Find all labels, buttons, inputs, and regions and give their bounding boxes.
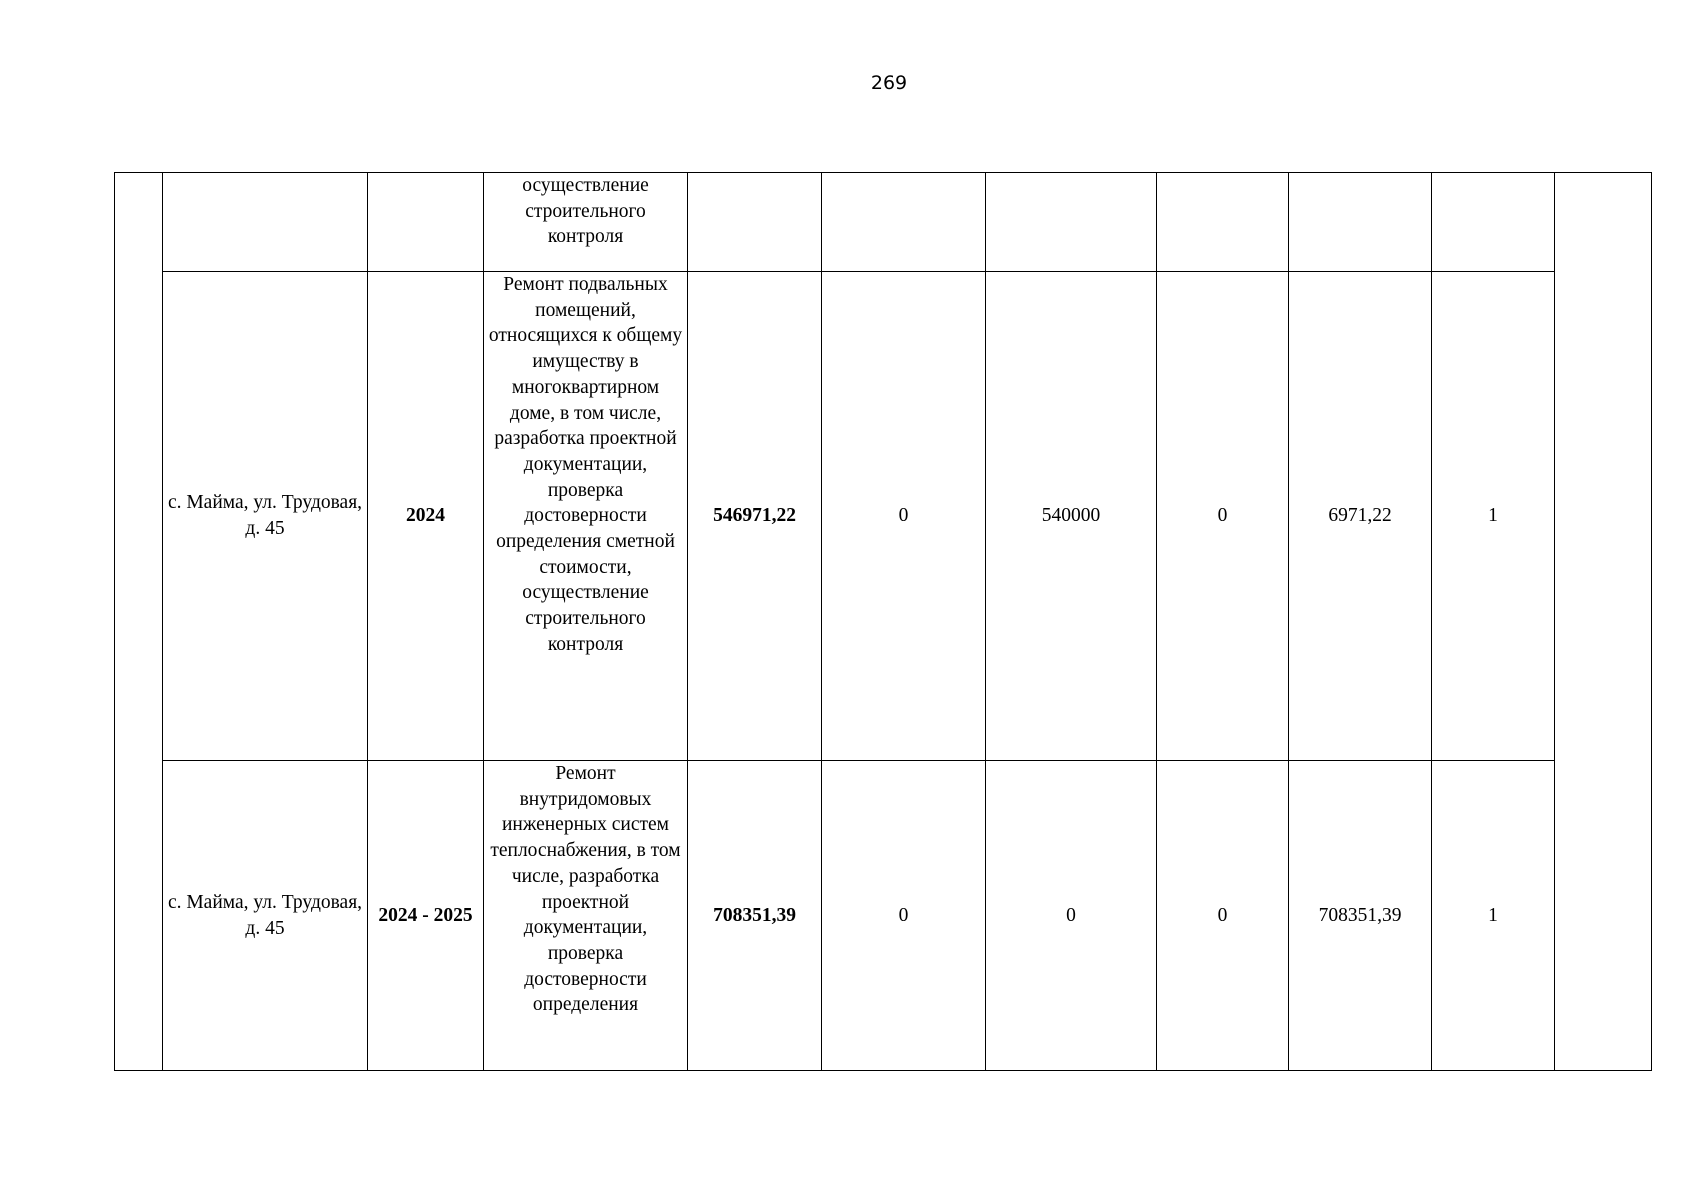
total-cost-cell bbox=[688, 173, 822, 272]
work-description-line-2: строительного bbox=[525, 200, 646, 222]
page-number: 269 bbox=[870, 72, 908, 94]
amount-cell-1 bbox=[822, 173, 986, 272]
trailing-cell bbox=[1555, 173, 1652, 1071]
amount-cell-4: 708351,39 bbox=[1289, 761, 1432, 1071]
year-cell bbox=[368, 173, 484, 272]
total-cost-cell: 708351,39 bbox=[688, 761, 822, 1071]
works-table bbox=[114, 172, 1652, 1071]
work-description-cell bbox=[484, 173, 688, 272]
amount-cell-3: 0 bbox=[1157, 761, 1289, 1071]
address-cell: с. Майма, ул. Трудовая, д. 45 bbox=[163, 761, 368, 1071]
amount-cell-2 bbox=[986, 173, 1157, 272]
amount-cell-2: 0 bbox=[986, 761, 1157, 1071]
work-description-cell: Ремонт подвальных помещений, относящихся к общему имуществу в многоквартирном доме, в том числе, разработка проектной документации, проверка достоверности определения сметной стоимости, осуществление строительного контроля bbox=[484, 272, 688, 761]
total-cost-cell: 546971,22 bbox=[688, 272, 822, 761]
row-number-cell bbox=[115, 173, 163, 1071]
amount-cell-1: 0 bbox=[822, 272, 986, 761]
quantity-cell bbox=[1432, 173, 1555, 272]
quantity-cell: 1 bbox=[1432, 761, 1555, 1071]
table-row bbox=[115, 173, 1652, 272]
work-description-line-1: осуществление bbox=[522, 175, 649, 196]
address-cell bbox=[163, 173, 368, 272]
amount-cell-4: 6971,22 bbox=[1289, 272, 1432, 761]
work-description-cell: Ремонт внутридомовых инженерных систем теплоснабжения, в том числе, разработка проектной документации, проверка достоверности определения bbox=[484, 761, 688, 1071]
address-cell: с. Майма, ул. Трудовая, д. 45 bbox=[163, 272, 368, 761]
quantity-cell: 1 bbox=[1432, 272, 1555, 761]
amount-cell-3 bbox=[1157, 173, 1289, 272]
amount-cell-3: 0 bbox=[1157, 272, 1289, 761]
amount-cell-4 bbox=[1289, 173, 1432, 272]
year-cell: 2024 - 2025 bbox=[368, 761, 484, 1071]
table-row bbox=[115, 761, 1652, 1071]
work-description-line-3: контроля bbox=[547, 226, 624, 248]
amount-cell-2: 540000 bbox=[986, 272, 1157, 761]
year-cell: 2024 bbox=[368, 272, 484, 761]
table-row bbox=[115, 272, 1652, 761]
amount-cell-1: 0 bbox=[822, 761, 986, 1071]
